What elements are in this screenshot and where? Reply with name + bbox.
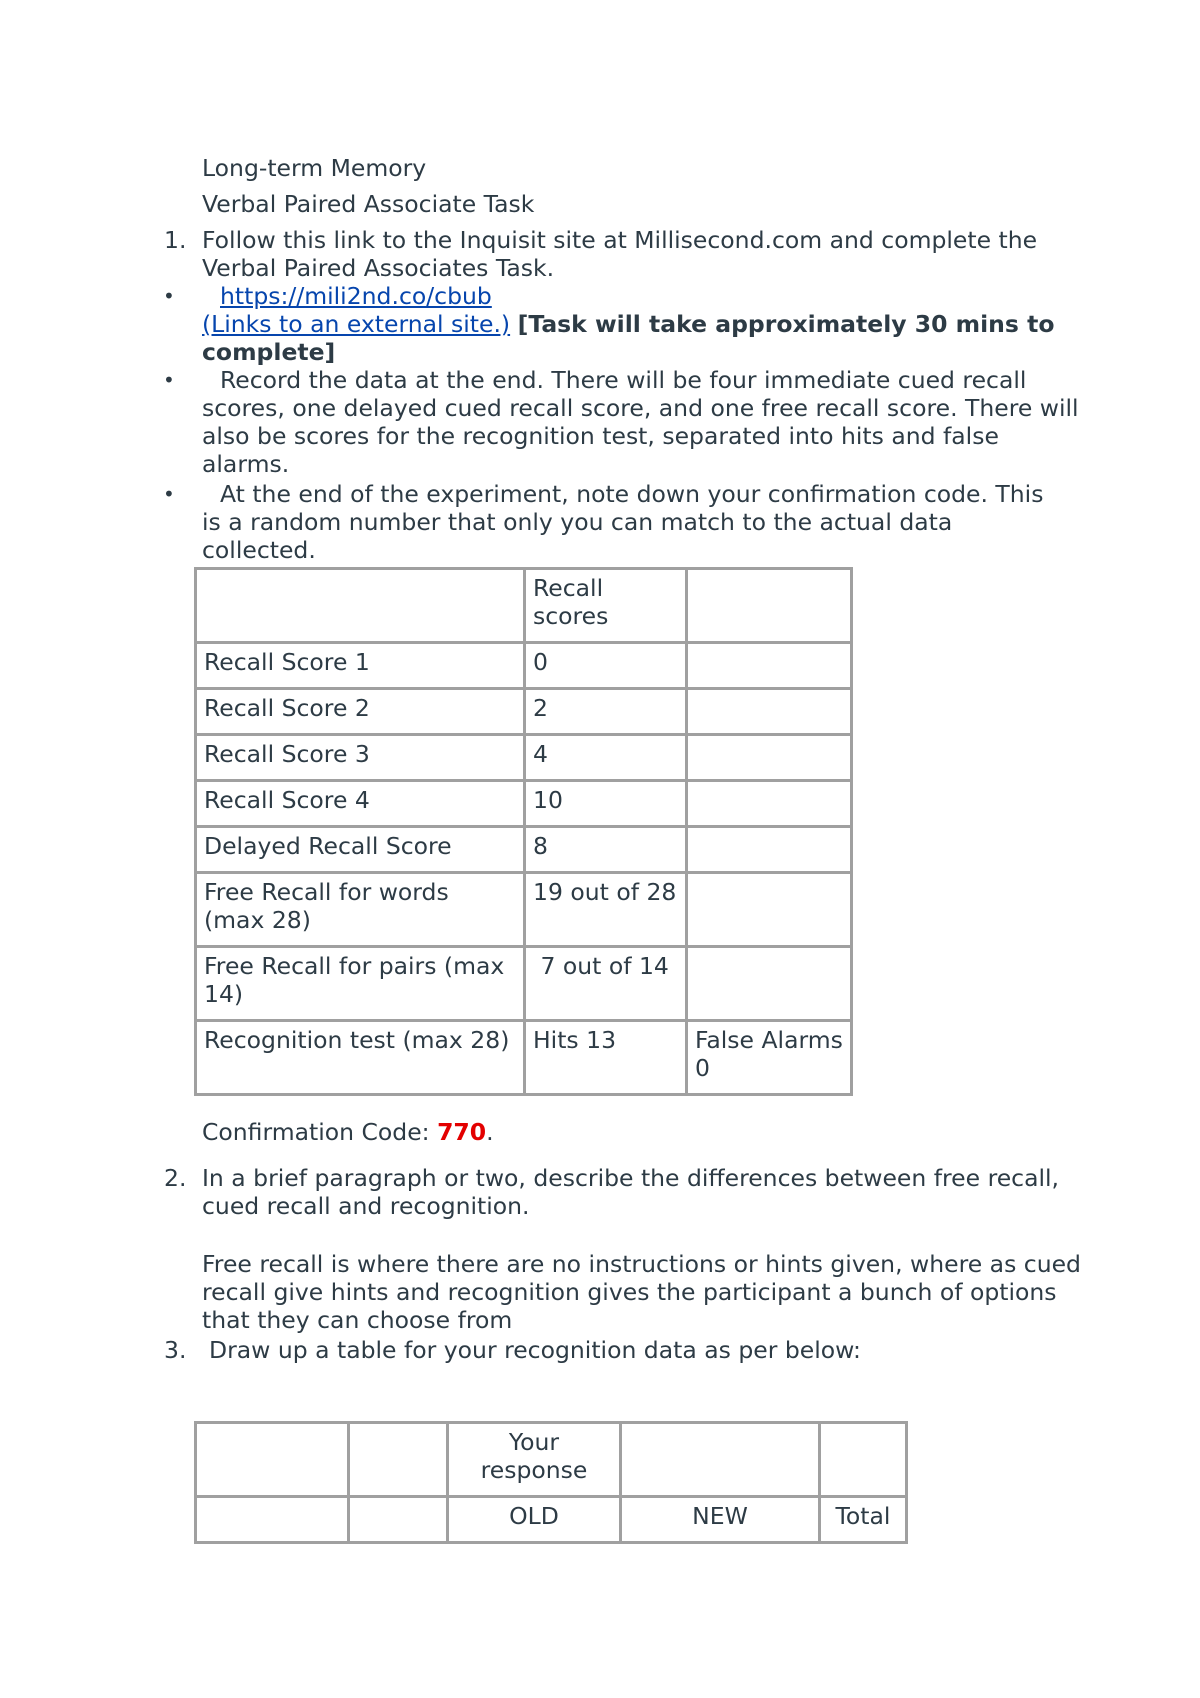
bullet-symbol: • [163,284,175,308]
row-label: Recall Score 1 [196,643,525,689]
table-header-cell: Recall scores [525,569,687,643]
row-label: Free Recall for words (max 28) [196,873,525,947]
table-header-cell: Total [820,1497,907,1543]
confirmation-code: 770 [437,1118,487,1146]
row-label: Recall Score 4 [196,781,525,827]
row-value: 19 out of 28 [525,873,687,947]
link-bullet [202,282,1082,366]
table-cell [621,1423,820,1497]
recognition-data-table [194,1421,908,1544]
row-extra [687,873,852,947]
question-2-answer: Free recall is where there are no instructions or hints given, where as cued recall give hints and recognition gives the participant a bunch of options that they can choose from [202,1250,1081,1334]
bullet-symbol: • [163,482,175,506]
table-cell [196,1497,349,1543]
row-label: Recognition test (max 28) [196,1021,525,1095]
table-header-cell: NEW [621,1497,820,1543]
external-site-link[interactable]: (Links to an external site.) [202,310,511,338]
bullet-symbol: • [163,368,175,392]
table-row [196,827,852,873]
table-row [196,643,852,689]
confirmation-instruction: At the end of the experiment, note down your confirmation code. This is a random number that only you can match to the actual data collected. [202,480,1044,564]
table-row [196,873,852,947]
row-label: Delayed Recall Score [196,827,525,873]
table-cell [196,1423,349,1497]
row-value: 0 [525,643,687,689]
table-cell [196,569,525,643]
row-extra: False Alarms 0 [687,1021,852,1095]
topic-heading: Long-term Memory [202,154,427,182]
row-label: Free Recall for pairs (max 14) [196,947,525,1021]
row-value: 8 [525,827,687,873]
row-value: 10 [525,781,687,827]
confirmation-period: . [486,1118,494,1146]
row-extra [687,735,852,781]
row-label: Recall Score 2 [196,689,525,735]
row-extra [687,781,852,827]
table-cell [349,1423,448,1497]
recall-scores-table [194,567,853,1096]
confirmation-label: Confirmation Code: [202,1118,430,1146]
row-extra [687,947,852,1021]
table-row [196,735,852,781]
task-heading: Verbal Paired Associate Task [202,190,535,218]
table-header-row [196,569,852,643]
table-header-cell: OLD [448,1497,621,1543]
table-row [196,1021,852,1095]
row-value: 7 out of 14 [525,947,687,1021]
table-row [196,781,852,827]
inquisit-link[interactable]: https://mili2nd.co/cbub [220,282,492,310]
question-3-text: Draw up a table for your recognition data as per below: [209,1336,861,1364]
table-row [196,1423,907,1497]
row-value: 4 [525,735,687,781]
question-1-text: Follow this link to the Inquisit site at Millisecond.com and complete the Verbal Paired Associates Task. [202,226,1038,282]
table-row [196,689,852,735]
row-label: Recall Score 3 [196,735,525,781]
question-2-text: In a brief paragraph or two, describe the differences between free recall, cued recall and recognition. [202,1164,1060,1220]
table-cell [820,1423,907,1497]
table-cell [349,1497,448,1543]
row-value: Hits 13 [525,1021,687,1095]
table-row [196,947,852,1021]
duration-note: [Task will take approximately 30 mins to complete] [202,310,1055,366]
table-cell [687,569,852,643]
row-value: 2 [525,689,687,735]
question-1-number: 1. [164,226,187,254]
record-data-instruction: Record the data at the end. There will be four immediate cued recall scores, one delayed cued recall score, and one free recall score. There will also be scores for the recognition test, separated into hits and false alarms. [202,366,1079,478]
question-2-number: 2. [164,1164,187,1192]
row-extra [687,689,852,735]
confirmation-line [202,1118,494,1146]
row-extra [687,643,852,689]
row-extra [687,827,852,873]
table-row [196,1497,907,1543]
question-3-number: 3. [164,1336,187,1364]
table-header-cell: Your response [448,1423,621,1497]
